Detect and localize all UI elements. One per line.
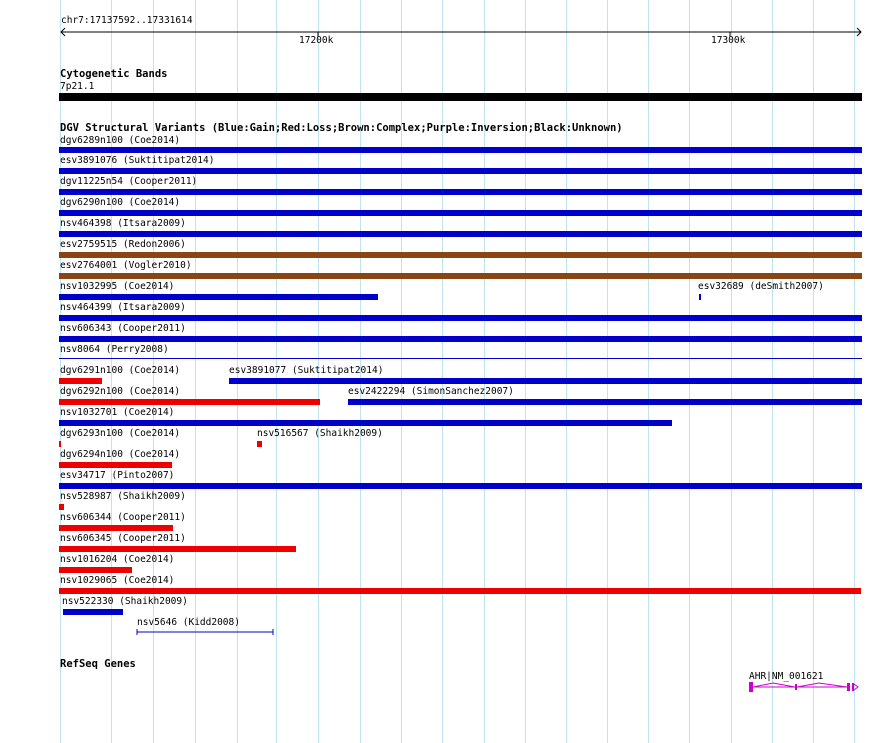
variant-label: dgv6293n100 (Coe2014) — [60, 428, 181, 439]
variant-gain-bar[interactable] — [59, 294, 378, 300]
variant-loss-bar[interactable] — [59, 504, 64, 510]
variant-loss-bar[interactable] — [59, 441, 61, 447]
variant-gain-bar[interactable] — [63, 609, 123, 615]
variant-gain-bar[interactable] — [59, 336, 862, 342]
variant-label: esv2764001 (Vogler2010) — [60, 260, 192, 271]
grid-line — [442, 0, 443, 743]
variant-gain-bar[interactable] — [59, 189, 862, 195]
variant-gain-line[interactable] — [136, 627, 274, 636]
grid-line — [525, 0, 526, 743]
variant-label: nsv606344 (Cooper2011) — [60, 512, 186, 523]
variant-loss-bar[interactable] — [59, 378, 102, 384]
grid-line — [854, 0, 855, 743]
variant-label: nsv464398 (Itsara2009) — [60, 218, 186, 229]
variant-gain-bar[interactable] — [59, 147, 862, 153]
variant-gain-bar[interactable] — [59, 210, 862, 216]
variant-gain-bar[interactable] — [699, 294, 701, 300]
variant-label: dgv6294n100 (Coe2014) — [60, 449, 181, 460]
variant-gain-bar[interactable] — [59, 168, 862, 174]
ruler-tick-label: 17200k — [299, 35, 334, 46]
variant-gain-bar[interactable] — [229, 378, 862, 384]
variant-label: nsv1029065 (Coe2014) — [60, 575, 175, 586]
variant-label: nsv606345 (Cooper2011) — [60, 533, 186, 544]
variant-loss-bar[interactable] — [59, 525, 173, 531]
ruler-tick-label: 17300k — [711, 35, 746, 46]
variant-label: nsv1016204 (Coe2014) — [60, 554, 175, 565]
variant-loss-bar[interactable] — [59, 546, 296, 552]
variant-loss-bar[interactable] — [257, 441, 262, 447]
variant-loss-bar[interactable] — [59, 399, 320, 405]
variant-label: esv2759515 (Redon2006) — [60, 239, 186, 250]
dgv-track-title[interactable]: DGV Structural Variants (Blue:Gain;Red:Loss;Brown:Complex;Purple:Inversion;Black:Unknown) — [60, 122, 623, 134]
variant-label: esv3891076 (Suktitipat2014) — [60, 155, 215, 166]
grid-line — [731, 0, 732, 743]
variant-gain-bar[interactable] — [59, 420, 672, 426]
variant-loss-bar[interactable] — [59, 588, 861, 594]
variant-gain-bar[interactable] — [59, 231, 862, 237]
variant-label: nsv528987 (Shaikh2009) — [60, 491, 186, 502]
location-label: chr7:17137592..17331614 — [61, 15, 193, 26]
variant-label: esv32689 (deSmith2007) — [698, 281, 824, 292]
grid-line — [607, 0, 608, 743]
variant-gain-line[interactable] — [59, 358, 862, 359]
variant-label: nsv606343 (Cooper2011) — [60, 323, 186, 334]
grid-line — [566, 0, 567, 743]
variant-label: dgv11225n54 (Cooper2011) — [60, 176, 198, 187]
variant-label: dgv6292n100 (Coe2014) — [60, 386, 181, 397]
grid-line — [484, 0, 485, 743]
variant-complex-bar[interactable] — [59, 252, 862, 258]
refseq-track-title[interactable]: RefSeq Genes — [60, 658, 136, 670]
variant-label: nsv464399 (Itsara2009) — [60, 302, 186, 313]
cytoband-label: 7p21.1 — [60, 81, 95, 92]
variant-label: esv34717 (Pinto2007) — [60, 470, 175, 481]
variant-label: nsv5646 (Kidd2008) — [137, 617, 240, 628]
variant-loss-bar[interactable] — [59, 462, 172, 468]
variant-label: esv3891077 (Suktitipat2014) — [229, 365, 384, 376]
variant-gain-bar[interactable] — [59, 483, 862, 489]
grid-line — [772, 0, 773, 743]
cytoband-bar[interactable] — [59, 93, 862, 101]
gene-label: AHR|NM_001621 — [749, 671, 824, 682]
variant-label: nsv522330 (Shaikh2009) — [62, 596, 188, 607]
variant-label: nsv8064 (Perry2008) — [60, 344, 169, 355]
grid-line — [401, 0, 402, 743]
variant-loss-bar[interactable] — [59, 567, 132, 573]
variant-label: esv2422294 (SimonSanchez2007) — [348, 386, 514, 397]
grid-line — [689, 0, 690, 743]
variant-label: nsv516567 (Shaikh2009) — [257, 428, 383, 439]
variant-label: dgv6291n100 (Coe2014) — [60, 365, 181, 376]
cytobands-track-title[interactable]: Cytogenetic Bands — [60, 68, 168, 80]
variant-label: nsv1032995 (Coe2014) — [60, 281, 175, 292]
variant-gain-bar[interactable] — [348, 399, 862, 405]
variant-gain-bar[interactable] — [59, 315, 862, 321]
variant-label: dgv6290n100 (Coe2014) — [60, 197, 181, 208]
grid-line — [648, 0, 649, 743]
grid-line — [813, 0, 814, 743]
variant-label: dgv6289n100 (Coe2014) — [60, 135, 181, 146]
variant-complex-bar[interactable] — [59, 273, 862, 279]
gene-model-ahr[interactable] — [746, 680, 862, 694]
variant-label: nsv1032701 (Coe2014) — [60, 407, 175, 418]
